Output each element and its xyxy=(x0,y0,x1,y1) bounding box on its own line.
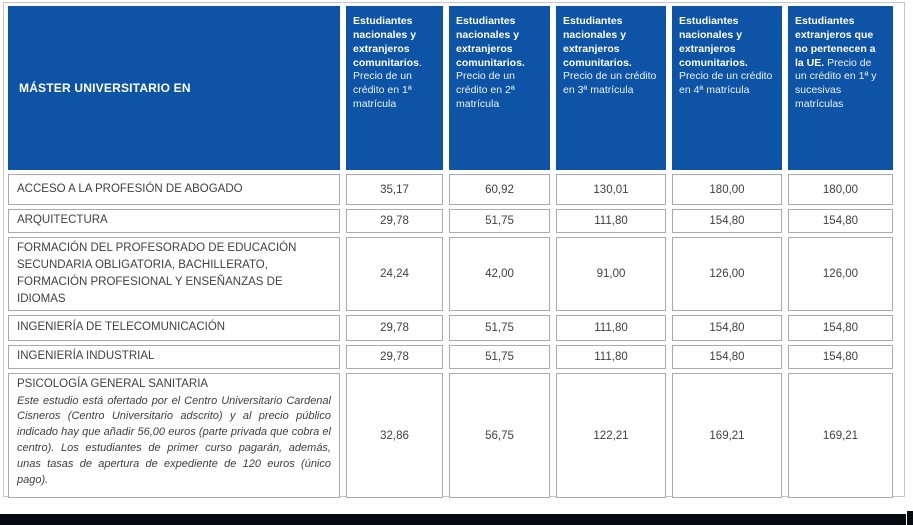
fee-value-cell: 126,00 xyxy=(788,237,893,311)
tuition-fees-table xyxy=(8,6,893,498)
fee-value-cell: 169,21 xyxy=(788,373,893,498)
column-header-group-label: Estudiantes nacionales y extranjeros comunitarios. xyxy=(679,15,748,69)
fee-value-cell: 51,75 xyxy=(449,315,550,341)
column-header-2nd-matricula xyxy=(449,6,550,170)
fee-value-cell: 35,17 xyxy=(346,174,443,205)
column-header-4th-matricula xyxy=(672,6,782,170)
fee-value-cell: 154,80 xyxy=(672,345,782,369)
column-header-detail-label: . Precio de un crédito en 1ª matrícula xyxy=(353,56,422,111)
corner-header-label: MÁSTER UNIVERSITARIO EN xyxy=(19,81,191,95)
column-header-group-label: Estudiantes nacionales y extranjeros comunitarios xyxy=(353,15,419,69)
master-title: INGENIERÍA INDUSTRIAL xyxy=(17,350,155,363)
fee-value-cell: 111,80 xyxy=(556,315,666,341)
fee-value-cell: 29,78 xyxy=(346,345,443,369)
column-header-detail-label: Precio de un crédito en 2ª matrícula xyxy=(456,70,515,111)
column-header-group-label: Estudiantes nacionales y extranjeros comunitarios. xyxy=(563,15,632,69)
column-header-detail-label: Precio de un crédito en 4ª matrícula xyxy=(679,70,773,97)
fee-value-cell: 169,21 xyxy=(672,373,782,498)
fee-value-cell: 32,86 xyxy=(346,373,443,498)
table-row-title xyxy=(8,209,340,233)
fee-value-cell: 51,75 xyxy=(449,209,550,233)
column-header-non-eu xyxy=(788,6,893,170)
fee-value-cell: 180,00 xyxy=(788,174,893,205)
fee-value-cell: 126,00 xyxy=(672,237,782,311)
table-corner-header xyxy=(8,6,340,170)
fee-value-cell: 154,80 xyxy=(788,209,893,233)
column-header-group-label: Estudiantes extranjeros que no pertenecen a la UE. xyxy=(795,15,876,69)
fee-value-cell: 154,80 xyxy=(788,345,893,369)
fee-value-cell: 29,78 xyxy=(346,209,443,233)
column-header-3rd-matricula xyxy=(556,6,666,170)
fee-value-cell: 51,75 xyxy=(449,345,550,369)
fee-value-cell: 122,21 xyxy=(556,373,666,498)
master-title: FORMACIÓN DEL PROFESORADO DE EDUCACIÓN SECUNDARIA OBLIGATORIA, BACHILLERATO, FORMACIÓN PROFESIONAL Y ENSEÑANZAS DE IDIOMAS xyxy=(17,241,297,306)
table-row-title xyxy=(8,174,340,205)
master-title: PSICOLOGÍA GENERAL SANITARIA xyxy=(17,378,209,390)
fee-value-cell: 130,01 xyxy=(556,174,666,205)
master-title: INGENIERÍA DE TELECOMUNICACIÓN xyxy=(17,321,226,334)
column-header-detail-label: Precio de un crédito en 3ª matrícula xyxy=(563,70,657,97)
fee-value-cell: 91,00 xyxy=(556,237,666,311)
column-header-detail-label: Precio de un crédito en 1ª y sucesivas matrículas xyxy=(795,56,877,111)
column-header-1st-matricula xyxy=(346,6,443,170)
fee-value-cell: 111,80 xyxy=(556,209,666,233)
fee-value-cell: 111,80 xyxy=(556,345,666,369)
column-header-group-label: Estudiantes nacionales y extranjeros comunitarios. xyxy=(456,15,525,69)
bottom-black-bar xyxy=(0,514,906,525)
fee-value-cell: 180,00 xyxy=(672,174,782,205)
table-row-title xyxy=(8,345,340,369)
master-title: ACCESO A LA PROFESIÓN DE ABOGADO xyxy=(17,182,243,195)
fee-value-cell: 154,80 xyxy=(672,209,782,233)
fee-value-cell: 154,80 xyxy=(788,315,893,341)
master-footnote: Este estudio está ofertado por el Centro Universitario Cardenal Cisneros (Centro Universitario adscrito) y al precio público indicado hay que añadir 56,00 euros (parte privada que cobra el centro). Los estudiantes de primer curso pagarán, además, unas tasas de apertura de expediente de 120 euros (único pago). xyxy=(17,394,331,487)
fee-value-cell: 60,92 xyxy=(449,174,550,205)
bottom-right-edge-mark xyxy=(907,511,913,525)
fee-value-cell: 56,75 xyxy=(449,373,550,498)
fee-value-cell: 154,80 xyxy=(672,315,782,341)
table-row-title xyxy=(8,373,340,498)
master-title: ARQUITECTURA xyxy=(17,214,108,227)
table-row-title xyxy=(8,315,340,341)
fee-value-cell: 42,00 xyxy=(449,237,550,311)
fee-value-cell: 24,24 xyxy=(346,237,443,311)
fee-value-cell: 29,78 xyxy=(346,315,443,341)
table-row-title xyxy=(8,237,340,311)
